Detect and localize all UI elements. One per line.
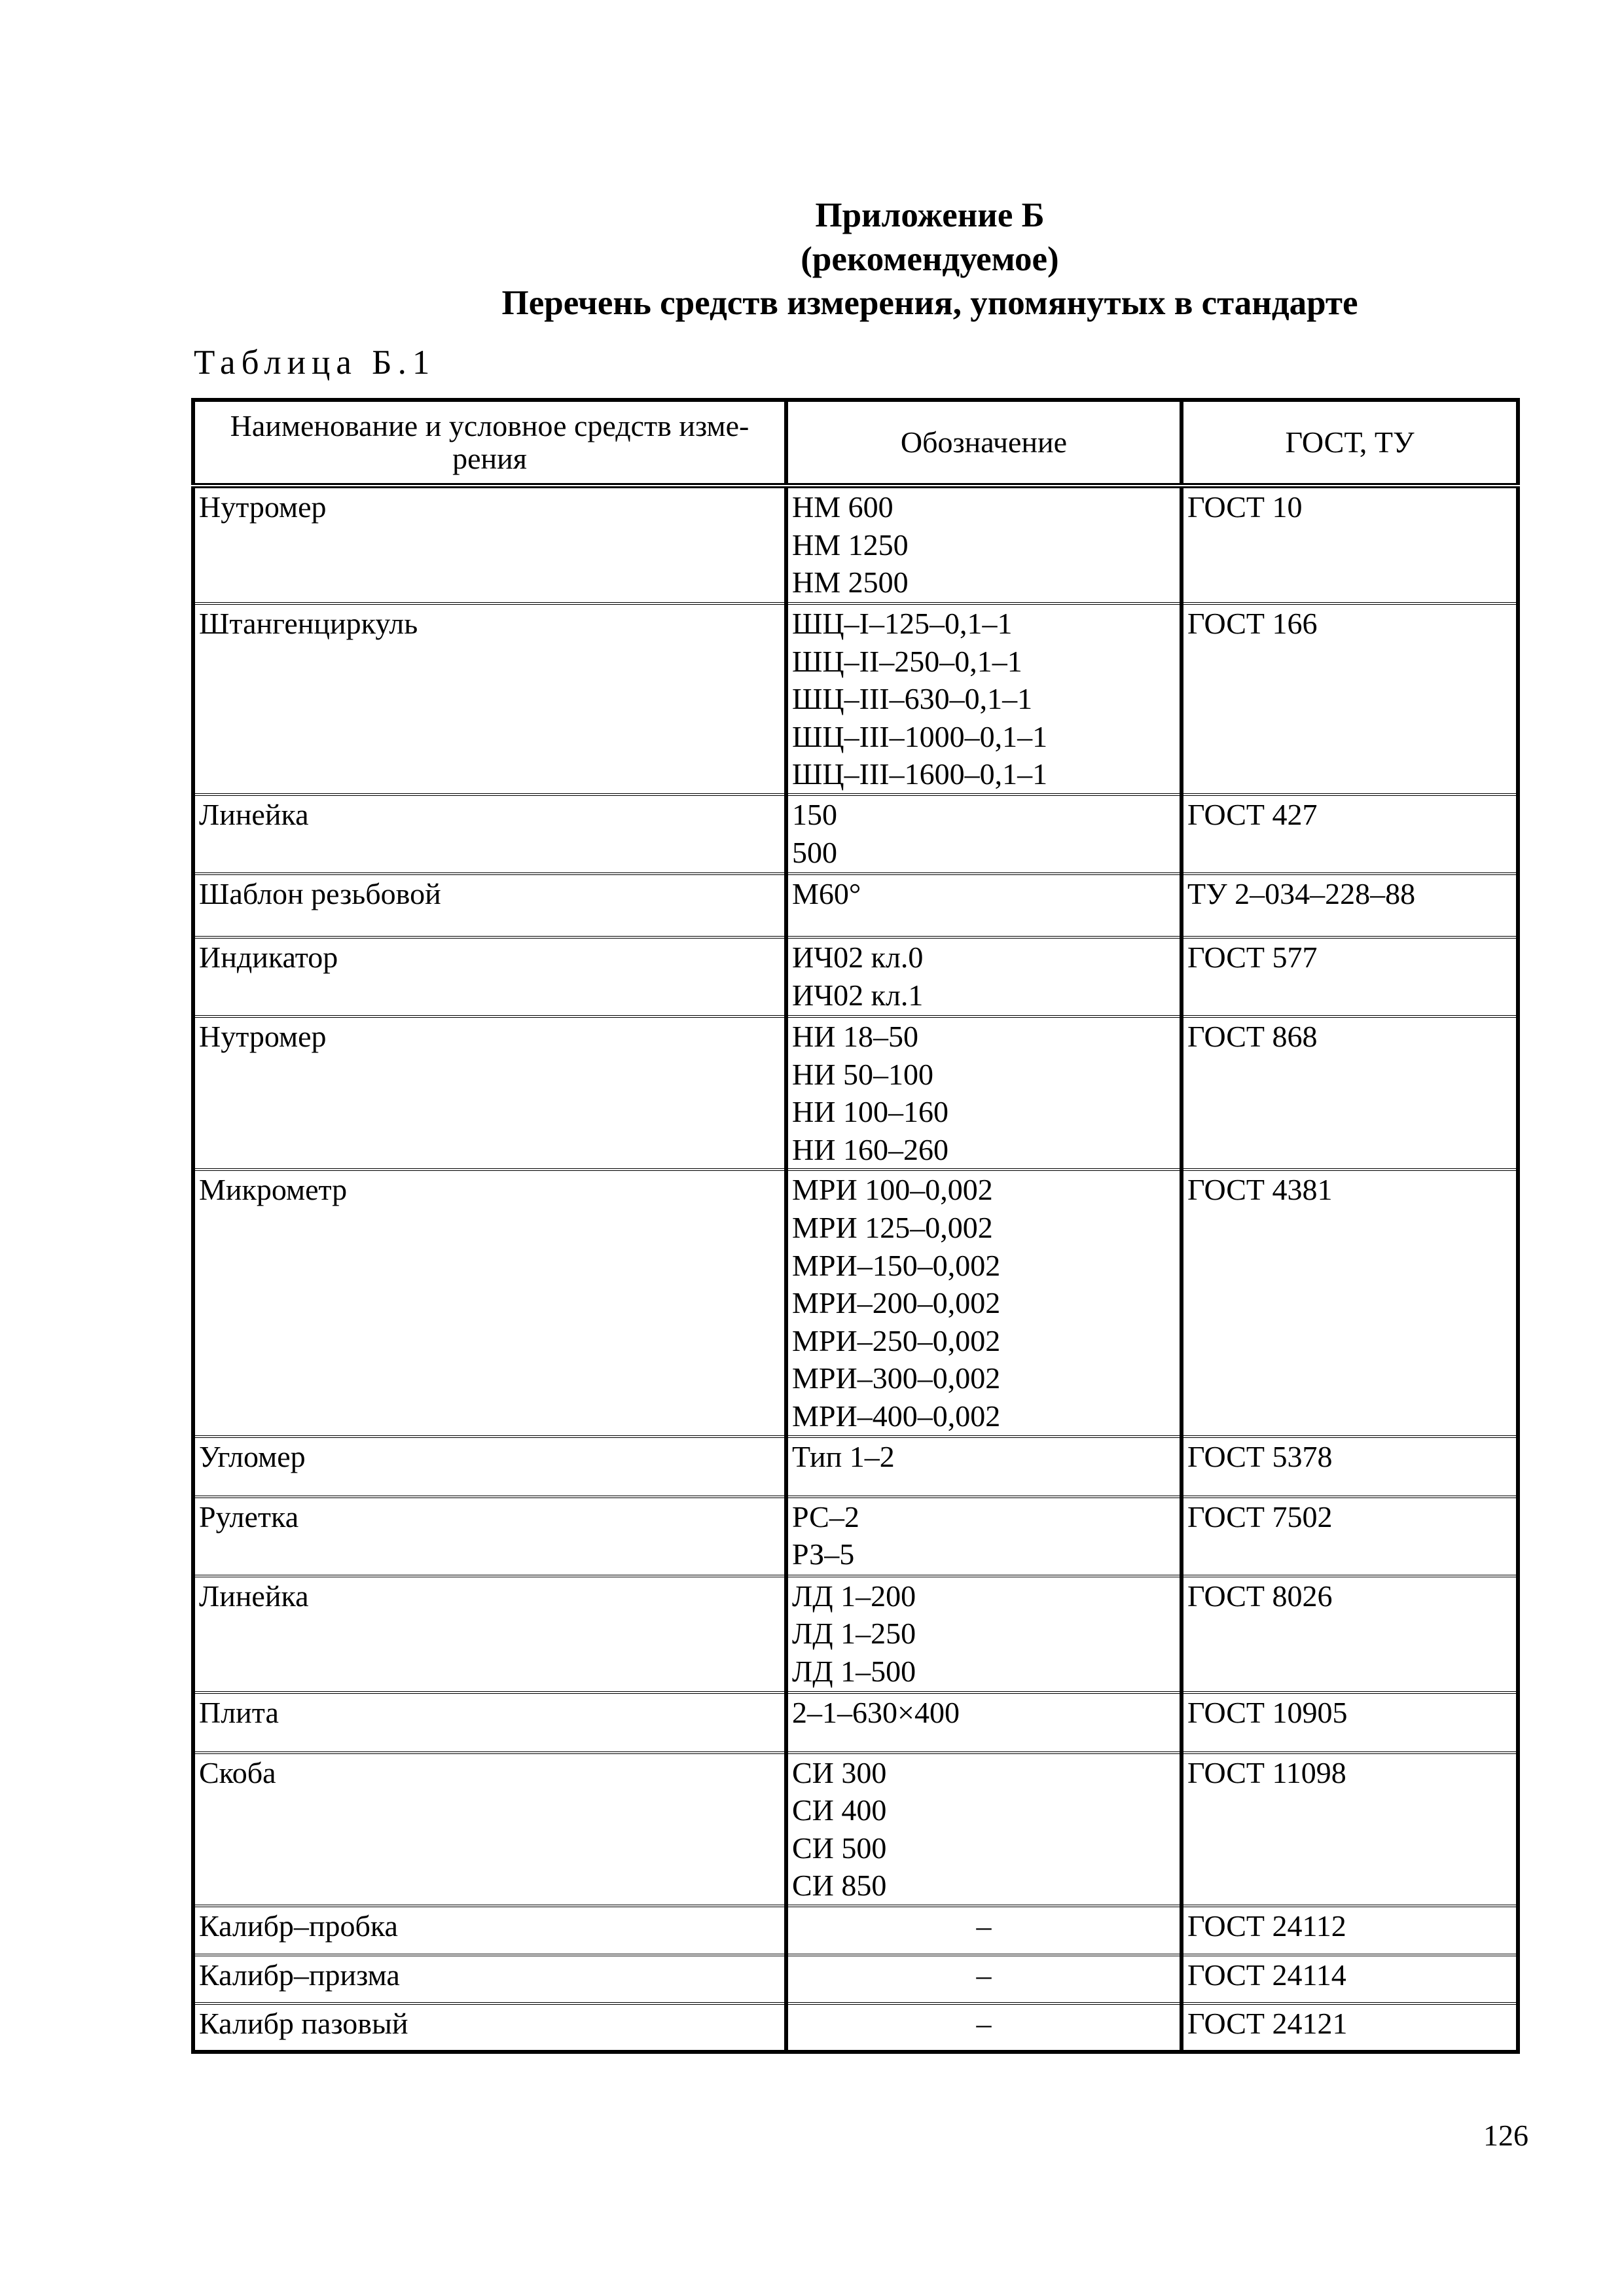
table-row xyxy=(193,1753,1518,1906)
designation-value: МРИ–250–0,002 xyxy=(792,1323,1001,1357)
designation-cell xyxy=(786,1170,1182,1436)
column-header-designation: Обозначение xyxy=(786,400,1182,486)
designation-value: НИ 50–100 xyxy=(792,1057,933,1091)
designation-value: ЛД 1–200 xyxy=(792,1579,916,1613)
instrument-name-cell: Шаблон резьбовой xyxy=(193,874,786,937)
table-row xyxy=(193,1693,1518,1753)
designation-value: 2–1–630×400 xyxy=(792,1695,960,1729)
table-row xyxy=(193,2003,1518,2052)
designation-value: ШЦ–III–1000–0,1–1 xyxy=(792,719,1048,753)
designation-cell xyxy=(786,1906,1182,1955)
designation-value: СИ 850 xyxy=(792,1869,887,1903)
designation-cell xyxy=(786,1693,1182,1753)
designation-cell xyxy=(786,874,1182,937)
designation-value: ШЦ–III–630–0,1–1 xyxy=(792,682,1033,716)
standard-cell: ГОСТ 4381 xyxy=(1182,1170,1518,1436)
instrument-name-cell: Угломер xyxy=(193,1437,786,1497)
table-row xyxy=(193,1576,1518,1693)
designation-value: РЗ–5 xyxy=(792,1537,855,1571)
instrument-name-cell: Калибр пазовый xyxy=(193,2003,786,2052)
designation-value: НИ 18–50 xyxy=(792,1019,918,1053)
designation-cell xyxy=(786,1753,1182,1906)
appendix-subtitle: Перечень средств измерения, упомянутых в стандарте xyxy=(501,284,1358,322)
standard-cell: ГОСТ 5378 xyxy=(1182,1437,1518,1497)
designation-value: МРИ 100–0,002 xyxy=(792,1173,993,1207)
table-body xyxy=(193,486,1518,2052)
designation-value: НМ 2500 xyxy=(792,565,909,600)
instrument-name-cell: Штангенциркуль xyxy=(193,603,786,795)
table-row xyxy=(193,1906,1518,1955)
table-caption: Таблица Б.1 xyxy=(194,344,436,382)
designation-value: ИЧ02 кл.0 xyxy=(792,940,924,974)
designation-value: – xyxy=(976,2006,992,2040)
designation-value: ИЧ02 кл.1 xyxy=(792,978,924,1012)
table-row xyxy=(193,1016,1518,1170)
instrument-name-cell: Нутромер xyxy=(193,1016,786,1170)
standard-cell: ГОСТ 577 xyxy=(1182,937,1518,1016)
table-row xyxy=(193,937,1518,1016)
designation-value: МРИ 125–0,002 xyxy=(792,1210,993,1244)
designation-value: ЛД 1–250 xyxy=(792,1617,916,1651)
designation-cell xyxy=(786,1955,1182,2003)
designation-value: НМ 1250 xyxy=(792,528,909,562)
instrument-name-cell: Индикатор xyxy=(193,937,786,1016)
standard-cell: ГОСТ 10 xyxy=(1182,486,1518,603)
appendix-status: (рекомендуемое) xyxy=(801,240,1059,278)
standard-cell: ГОСТ 427 xyxy=(1182,795,1518,874)
designation-value: ШЦ–III–1600–0,1–1 xyxy=(792,757,1048,791)
instrument-name-cell: Линейка xyxy=(193,1576,786,1693)
instrument-name-cell: Линейка xyxy=(193,795,786,874)
instrument-name-cell: Калибр–пробка xyxy=(193,1906,786,1955)
page-number: 126 xyxy=(1483,2119,1528,2152)
designation-value: МРИ–400–0,002 xyxy=(792,1399,1001,1433)
measuring-instruments-table xyxy=(191,398,1520,2054)
table-row xyxy=(193,795,1518,874)
column-header-standard: ГОСТ, ТУ xyxy=(1182,400,1518,486)
standard-cell: ГОСТ 24121 xyxy=(1182,2003,1518,2052)
standard-cell: ГОСТ 166 xyxy=(1182,603,1518,795)
table-row xyxy=(193,1497,1518,1576)
table-row xyxy=(193,1170,1518,1436)
designation-value: 500 xyxy=(792,835,837,869)
designation-cell xyxy=(786,603,1182,795)
table-row xyxy=(193,1955,1518,2003)
table-row xyxy=(193,874,1518,937)
instrument-name-cell: Скоба xyxy=(193,1753,786,1906)
instrument-name-cell: Калибр–призма xyxy=(193,1955,786,2003)
designation-cell xyxy=(786,937,1182,1016)
table-header-row xyxy=(193,400,1518,486)
table-row xyxy=(193,486,1518,603)
instrument-name-cell: Рулетка xyxy=(193,1497,786,1576)
designation-value: СИ 400 xyxy=(792,1793,887,1827)
designation-value: Тип 1–2 xyxy=(792,1439,895,1473)
designation-cell xyxy=(786,1497,1182,1576)
designation-value: НИ 100–160 xyxy=(792,1095,948,1129)
standard-cell: ТУ 2–034–228–88 xyxy=(1182,874,1518,937)
designation-value: – xyxy=(976,1909,992,1943)
instrument-name-cell: Плита xyxy=(193,1693,786,1753)
column-header-name: Наименование и условное средств изме- рения xyxy=(193,400,786,486)
standard-cell: ГОСТ 11098 xyxy=(1182,1753,1518,1906)
instrument-name-cell: Нутромер xyxy=(193,486,786,603)
designation-value: НИ 160–260 xyxy=(792,1132,948,1166)
designation-value: М60° xyxy=(792,876,861,910)
designation-value: МРИ–150–0,002 xyxy=(792,1248,1001,1282)
designation-value: – xyxy=(976,1958,992,1992)
designation-value: СИ 500 xyxy=(792,1831,887,1865)
standard-cell: ГОСТ 868 xyxy=(1182,1016,1518,1170)
instrument-name-cell: Микрометр xyxy=(193,1170,786,1436)
designation-value: СИ 300 xyxy=(792,1755,887,1789)
designation-cell xyxy=(786,1437,1182,1497)
standard-cell: ГОСТ 7502 xyxy=(1182,1497,1518,1576)
designation-cell xyxy=(786,795,1182,874)
designation-value: 150 xyxy=(792,797,837,831)
table-row xyxy=(193,1437,1518,1497)
standard-cell: ГОСТ 10905 xyxy=(1182,1693,1518,1753)
designation-value: РС–2 xyxy=(792,1499,859,1534)
appendix-title: Приложение Б xyxy=(815,196,1045,234)
designation-value: НМ 600 xyxy=(792,490,893,524)
standard-cell: ГОСТ 24112 xyxy=(1182,1906,1518,1955)
designation-value: МРИ–200–0,002 xyxy=(792,1286,1001,1320)
designation-value: МРИ–300–0,002 xyxy=(792,1361,1001,1395)
designation-cell xyxy=(786,1016,1182,1170)
designation-value: ЛД 1–500 xyxy=(792,1654,916,1688)
standard-cell: ГОСТ 24114 xyxy=(1182,1955,1518,2003)
designation-cell xyxy=(786,1576,1182,1693)
designation-value: ШЦ–I–125–0,1–1 xyxy=(792,607,1013,640)
designation-cell xyxy=(786,486,1182,603)
table-row xyxy=(193,603,1518,795)
designation-cell xyxy=(786,2003,1182,2052)
designation-value: ШЦ–II–250–0,1–1 xyxy=(792,644,1022,678)
standard-cell: ГОСТ 8026 xyxy=(1182,1576,1518,1693)
